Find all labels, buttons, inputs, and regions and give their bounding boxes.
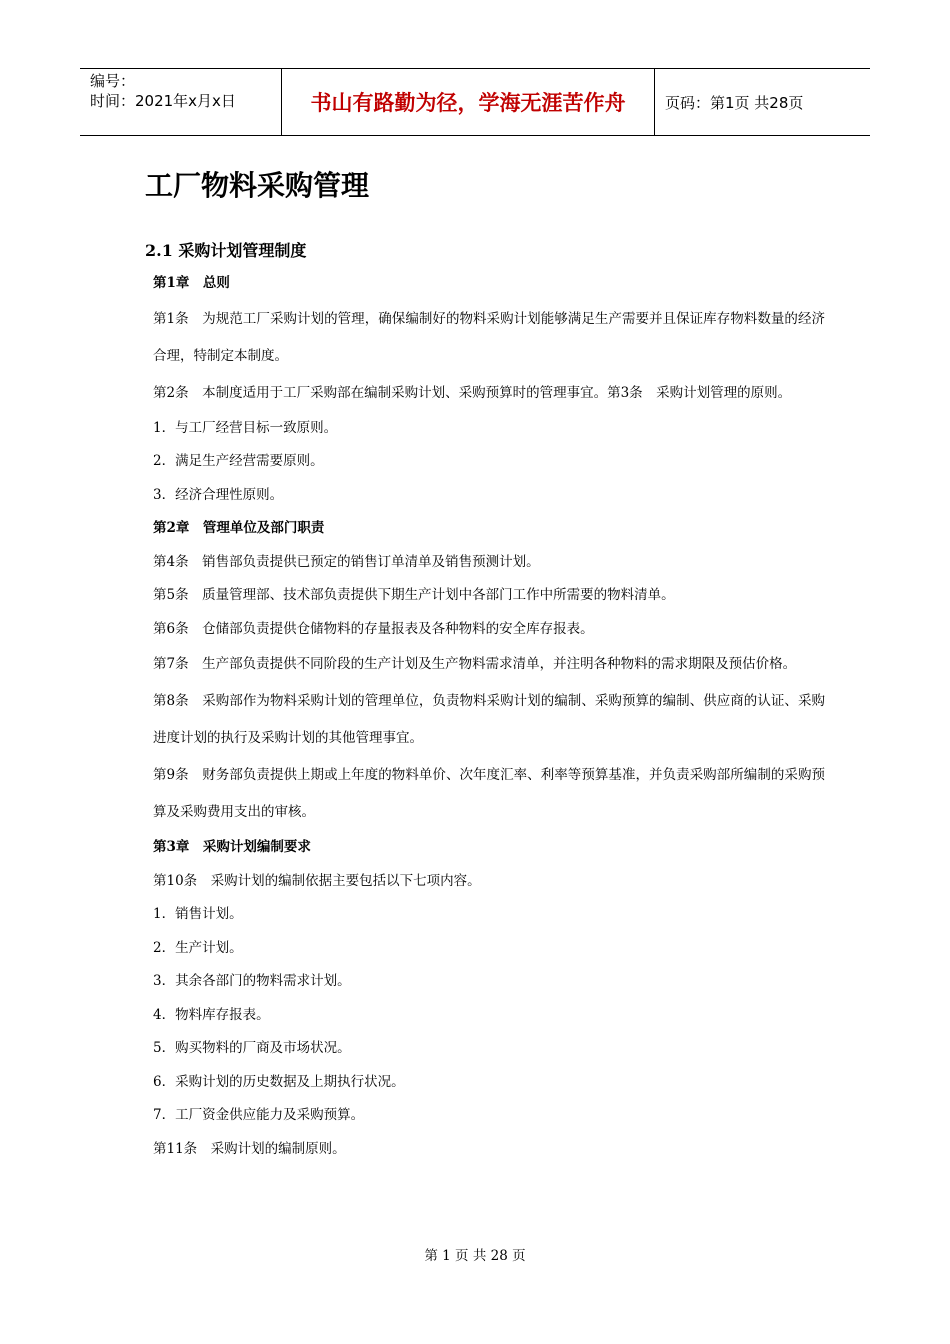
page-footer [0, 1244, 950, 1264]
article-paragraph: 第2条 本制度适用于工厂采购部在编制采购计划、采购预算时的管理事宜。第3条 采购计划管理的原则。 [153, 384, 792, 401]
list-item: 第5条 质量管理部、技术部负责提供下期生产计划中各部门工作中所需要的物料清单。 [153, 587, 675, 603]
list-item: 3．其余各部门的物料需求计划。 [153, 973, 351, 989]
list-item: 6．采购计划的历史数据及上期执行状况。 [153, 1073, 405, 1090]
document-date-label: 时间：2021年x月x日 [90, 92, 236, 110]
header-page-number: 页码：第1页 共28页 [665, 93, 804, 112]
list-item: 5．购买物料的厂商及市场状况。 [153, 1040, 351, 1056]
document-number-label: 编号： [90, 72, 136, 90]
list-item: 1．与工厂经营目标一致原则。 [153, 419, 338, 436]
list-item: 第4条 销售部负责提供已预定的销售订单清单及销售预测计划。 [153, 553, 540, 570]
document-blocks [145, 267, 825, 1166]
list-item: 1．销售计划。 [153, 906, 243, 922]
footer-page-number: 第 1 页 共 28 页 [424, 1248, 526, 1264]
document-body [145, 160, 825, 1166]
list-item: 第6条 仓储部负责提供仓储物料的存量报表及各种物料的安全库存报表。 [153, 620, 594, 637]
list-item: 2．生产计划。 [153, 939, 243, 956]
page-header [80, 68, 870, 136]
article-paragraph: 第7条 生产部负责提供不同阶段的生产计划及生产物料需求清单，并注明各种物料的需求期限及预估价格。 [153, 656, 797, 672]
article-paragraph: 第1条 为规范工厂采购计划的管理，确保编制好的物料采购计划能够满足生产需要并且保证库存物料数量的经济合理，特制定本制度。 [153, 310, 825, 364]
list-item: 2．满足生产经营需要原则。 [153, 453, 324, 469]
list-item: 第11条 采购计划的编制原则。 [153, 1140, 346, 1157]
list-item: 7．工厂资金供应能力及采购预算。 [153, 1107, 365, 1123]
list-item: 第10条 采购计划的编制依据主要包括以下七项内容。 [153, 872, 481, 889]
section-heading: 2.1 采购计划管理制度 [145, 241, 307, 260]
article-paragraph: 第9条 财务部负责提供上期或上年度的物料单价、次年度汇率、利率等预算基准，并负责采购部所编制的采购预算及采购费用支出的审核。 [153, 767, 825, 820]
chapter-heading: 第1章 总则 [153, 275, 230, 291]
header-motto: 书山有路勤为径，学海无涯苦作舟 [282, 69, 655, 135]
article-paragraph: 第8条 采购部作为物料采购计划的管理单位，负责物料采购计划的编制、采购预算的编制、供应商的认证、采购进度计划的执行及采购计划的其他管理事宜。 [153, 693, 825, 746]
document-title: 工厂物料采购管理 [145, 169, 370, 202]
list-item: 4．物料库存报表。 [153, 1006, 270, 1023]
chapter-heading: 第2章 管理单位及部门职责 [153, 520, 325, 536]
list-item: 3．经济合理性原则。 [153, 486, 284, 503]
header-info-cell [80, 69, 282, 135]
chapter-heading: 第3章 采购计划编制要求 [153, 839, 311, 855]
